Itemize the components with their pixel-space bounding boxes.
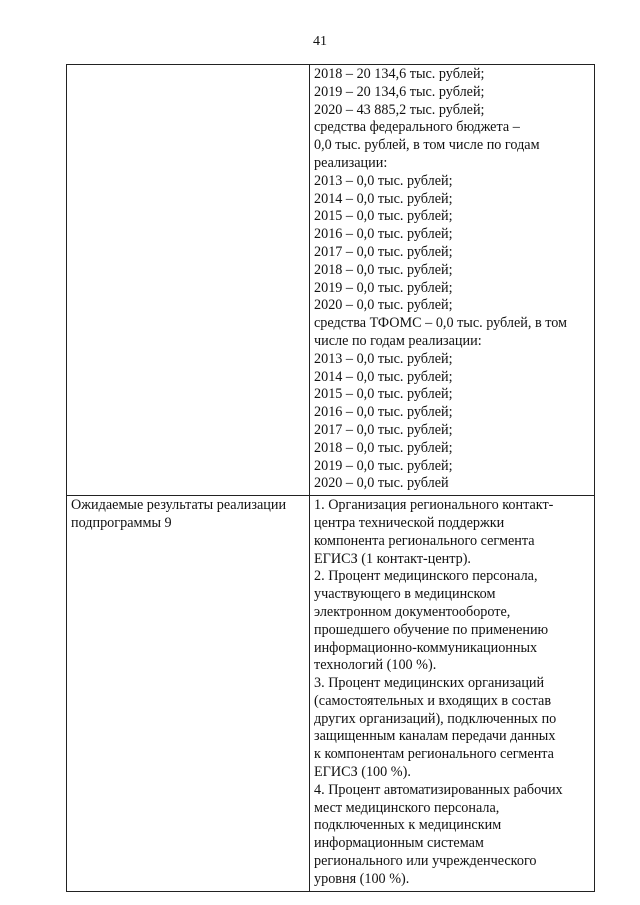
text-line: средства федерального бюджета –	[314, 119, 520, 136]
text-line: 2018 – 20 134,6 тыс. рублей;	[314, 66, 485, 82]
text-line: 2014 – 0,0 тыс. рублей;	[314, 368, 453, 385]
text-line: 2018 – 0,0 тыс. рублей;	[314, 439, 453, 456]
text-line: 2020 – 0,0 тыс. рублей;	[314, 297, 453, 314]
text-line: технологий (100 %).	[314, 657, 437, 674]
subprogram-table	[66, 64, 595, 892]
text-line: информационно-коммуникационных	[314, 639, 538, 656]
text-line: 2019 – 0,0 тыс. рублей;	[314, 457, 453, 474]
expected-results-lines	[314, 497, 590, 889]
text-line: 2015 – 0,0 тыс. рублей;	[314, 386, 453, 403]
text-line: средства ТФОМС – 0,0 тыс. рублей, в том	[314, 315, 568, 332]
text-line: участвующего в медицинском	[314, 586, 496, 603]
text-line: 2016 – 0,0 тыс. рублей;	[314, 404, 453, 421]
expected-results-cell	[310, 496, 595, 892]
text-line: ЕГИСЗ (100 %).	[314, 764, 411, 781]
page-number: 41	[313, 34, 327, 49]
text-line: 4. Процент автоматизированных рабочих	[314, 781, 563, 798]
text-line: уровня (100 %).	[314, 870, 410, 887]
funding-lines	[314, 66, 590, 493]
text-line: к компонентам регионального сегмента	[314, 746, 554, 763]
text-line: 2017 – 0,0 тыс. рублей;	[314, 243, 453, 260]
table-row-expected-results	[67, 496, 595, 892]
text-line: 2014 – 0,0 тыс. рублей;	[314, 190, 453, 207]
expected-results-label-cell	[67, 496, 310, 892]
text-line: 2020 – 0,0 тыс. рублей	[314, 475, 449, 492]
text-line: компонента регионального сегмента	[314, 532, 535, 549]
text-line: подключенных к медицинским	[314, 817, 502, 834]
funding-right-cell	[310, 65, 595, 496]
text-line: 2016 – 0,0 тыс. рублей;	[314, 226, 453, 243]
text-line: реализации:	[314, 154, 388, 171]
text-line: 2017 – 0,0 тыс. рублей;	[314, 421, 453, 438]
text-line: 2013 – 0,0 тыс. рублей;	[314, 350, 453, 367]
text-line: 3. Процент медицинских организаций	[314, 675, 545, 692]
text-line: 2020 – 43 885,2 тыс. рублей;	[314, 101, 485, 118]
text-line: других организаций), подключенных по	[314, 710, 557, 727]
text-line: информационным системам	[314, 835, 484, 852]
text-line: Ожидаемые результаты реализации	[71, 497, 287, 514]
text-line: защищенным каналам передачи данных	[314, 728, 556, 745]
text-line: ЕГИСЗ (1 контакт-центр).	[314, 550, 471, 567]
text-line: (самостоятельных и входящих в состав	[314, 692, 552, 709]
text-line: 2018 – 0,0 тыс. рублей;	[314, 261, 453, 278]
text-line: регионального или учрежденческого	[314, 853, 537, 870]
text-line: 2. Процент медицинского персонала,	[314, 568, 538, 585]
text-line: 2013 – 0,0 тыс. рублей;	[314, 172, 453, 189]
funding-left-cell	[67, 65, 310, 496]
text-line: прошедшего обучение по применению	[314, 621, 549, 638]
text-line: 2019 – 0,0 тыс. рублей;	[314, 279, 453, 296]
text-line: 2015 – 0,0 тыс. рублей;	[314, 208, 453, 225]
text-line: центра технической поддержки	[314, 514, 505, 531]
text-line: электронном документообороте,	[314, 603, 511, 620]
text-line: числе по годам реализации:	[314, 332, 482, 349]
table-row-funding	[67, 65, 595, 496]
text-line: 1. Организация регионального контакт-	[314, 497, 554, 514]
expected-results-label	[71, 497, 305, 533]
text-line: 0,0 тыс. рублей, в том числе по годам	[314, 137, 540, 154]
text-line: подпрограммы 9	[71, 514, 172, 531]
text-line: мест медицинского персонала,	[314, 799, 500, 816]
text-line: 2019 – 20 134,6 тыс. рублей;	[314, 83, 485, 100]
